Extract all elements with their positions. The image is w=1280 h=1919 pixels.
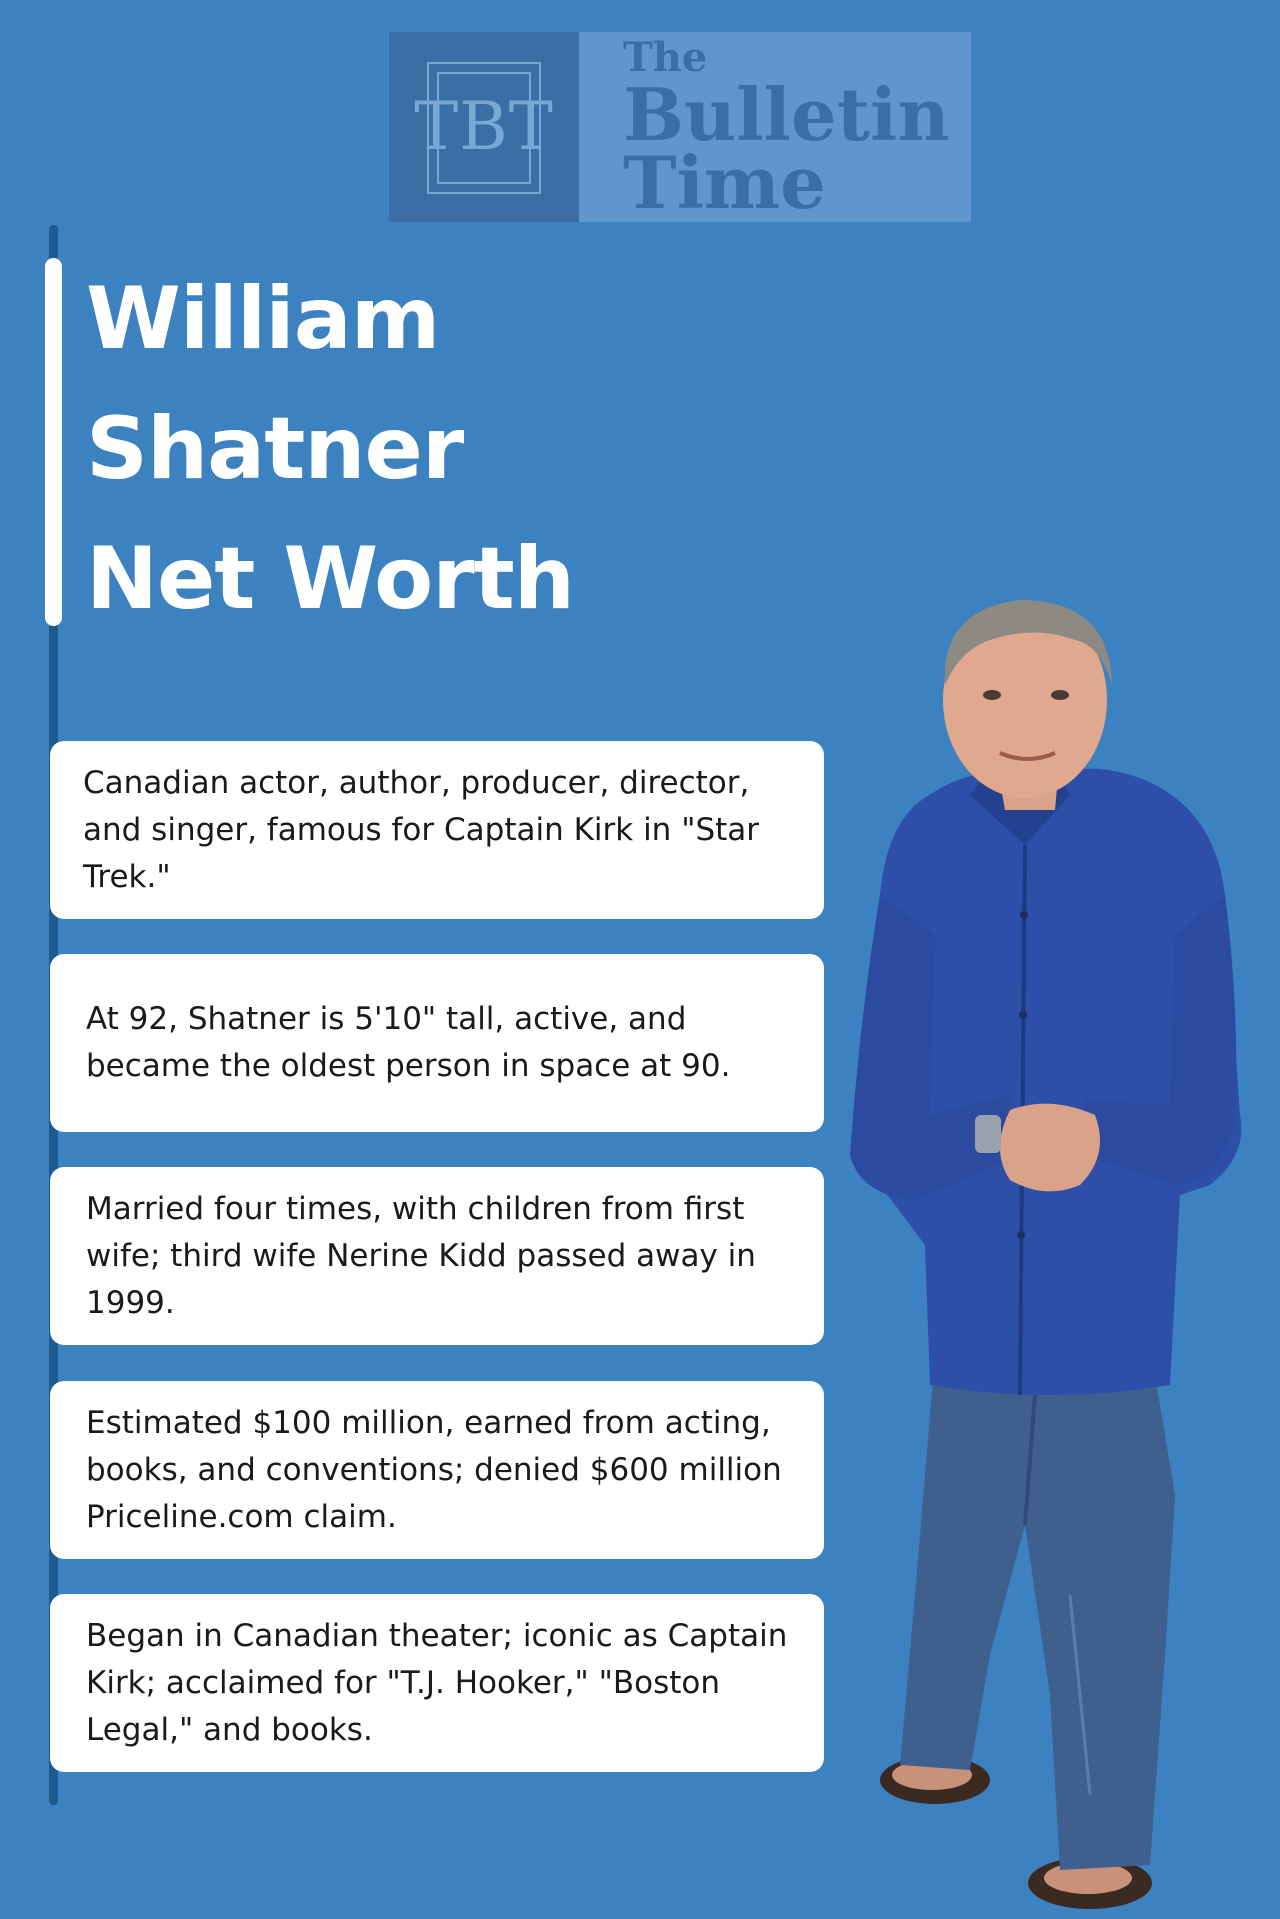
info-card-profession [50,741,824,919]
info-card-net-worth [50,1381,824,1559]
brand-logo [389,32,971,225]
logo-monogram [389,32,579,222]
page-title [86,254,574,644]
title-line-1: William [86,269,440,369]
info-card-text: Married four times, with children from first wife; third wife Nerine Kidd passed away in 1999. [86,1190,756,1321]
title-line-3: Net Worth [86,529,574,629]
title-accent-bar [45,258,62,626]
logo-wordmark [579,32,971,225]
info-card-text: Canadian actor, author, producer, director, and singer, famous for Captain Kirk in "Star Trek." [83,764,760,895]
logo-word-bulletin: Bulletin [623,72,950,157]
logo-monogram-text: TBT [414,88,554,165]
info-card-family [50,1167,824,1345]
info-card-text: Began in Canadian theater; iconic as Captain Kirk; acclaimed for "T.J. Hooker," "Boston Legal," and books. [86,1617,788,1748]
info-card-text: At 92, Shatner is 5'10" tall, active, and became the oldest person in space at 90. [86,1001,731,1084]
info-card-age-height [50,954,824,1132]
logo-word-time: Time [623,140,826,225]
logo-word-the: The [623,34,708,81]
person-photo [820,595,1280,1919]
info-card-text: Estimated $100 million, earned from acting, books, and conventions; denied $600 million Priceline.com claim. [86,1404,782,1535]
title-line-2: Shatner [86,399,464,499]
info-card-career [50,1594,824,1772]
